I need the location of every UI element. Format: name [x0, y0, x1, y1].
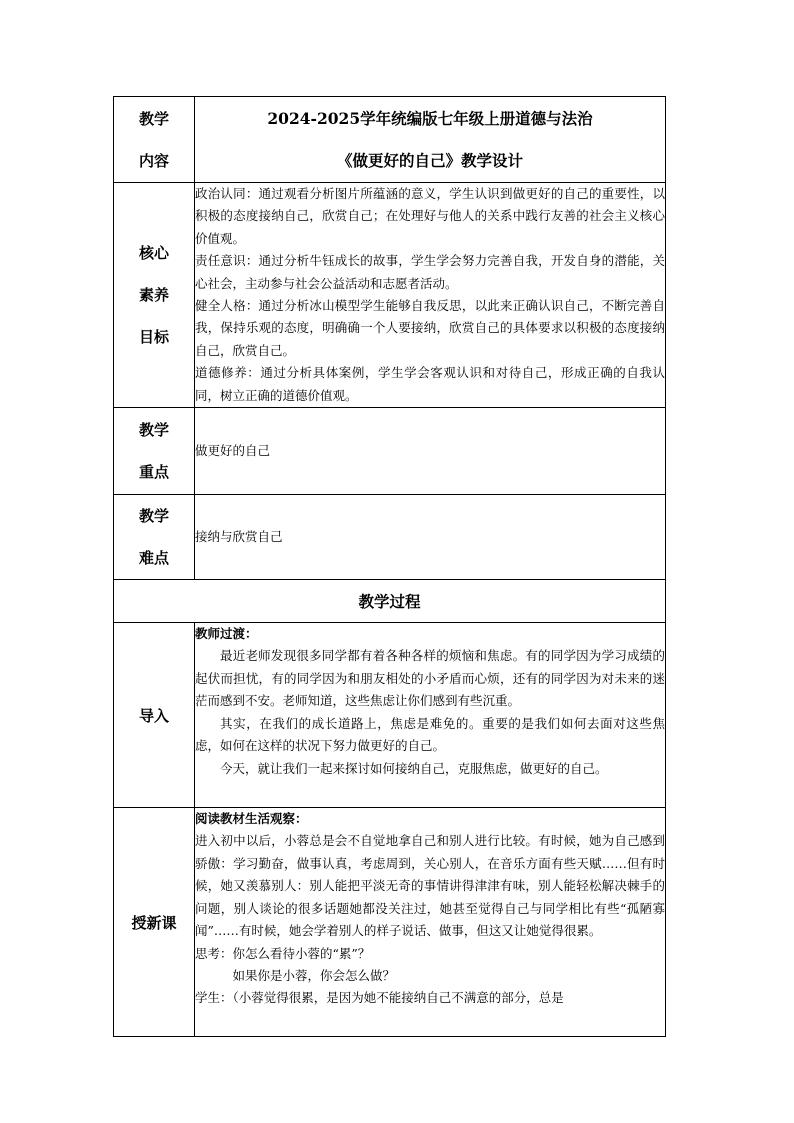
core-label-line2: 素养 — [138, 286, 169, 305]
new-lesson-question-1: 思考：你怎么看待小蓉的“累”？ — [195, 945, 371, 961]
focus-row — [114, 408, 666, 495]
difficulty-content-cell — [195, 495, 666, 580]
focus-text: 做更好的自己 — [195, 442, 271, 458]
title-line1: 2024-2025学年统编版七年级上册道德与法治 — [267, 108, 593, 128]
intro-content-cell — [195, 623, 666, 808]
new-lesson-row — [114, 808, 666, 1037]
new-lesson-student-answer: 学生：（小蓉觉得很累，是因为她不能接纳自己不满意的部分，总是 — [195, 990, 564, 1006]
intro-paragraph-2: 其实，在我们的成长道路上，焦虑是难免的。重要的是我们如何去面对这些焦虑，如何在这样的状况下努力做更好的自己。 — [195, 715, 665, 754]
title-cell — [195, 97, 666, 183]
lesson-plan-table — [113, 96, 666, 1037]
difficulty-label-line2: 难点 — [138, 549, 169, 568]
core-political: 政治认同：通过观看分析图片所蕴涵的意义，学生认识到做更好的自己的重要性，以积极的态度接纳自己，欣赏自己；在处理好与他人的关系中践行友善的社会主义核心价值观。 — [195, 186, 665, 246]
core-personality: 健全人格：通过分析冰山模型学生能够自我反思，以此来正确认识自己，不断完善自我，保持乐观的态度，明确确一个人要接纳，欣赏自己的具体要求以积极的态度接纳自己，欣赏自己。 — [195, 298, 665, 358]
core-content-cell — [195, 183, 666, 408]
focus-label-line1: 教学 — [138, 421, 169, 440]
core-morality: 道德修养：通过分析具体案例，学生学会客观认识和对待自己，形成正确的自我认同，树立正确的道德价值观。 — [195, 365, 665, 403]
title-line2: 《做更好的自己》教学设计 — [336, 150, 523, 170]
new-lesson-paragraph: 进入初中以后，小蓉总是会不自觉地拿自己和别人进行比较。有时候，她为自己感到骄傲：学习勤奋，做事认真，考虑周到，关心别人，在音乐方面有些天赋……但有时候，她又羡慕别人：别人能把平淡无奇的事情讲得津津有味，别人能轻松解决棘手的问题，别人谈论的很多话题她都没关注过，她甚至觉得自己与同学相比有些“孤陋寡闻”……有时候，她会学着别人的样子说话、做事，但这又让她觉得很累。 — [195, 833, 665, 939]
content-label-line1: 教学 — [138, 109, 169, 128]
new-lesson-label: 授新课 — [114, 808, 195, 1037]
content-label-line2: 内容 — [138, 151, 169, 170]
intro-heading: 教师过渡： — [195, 626, 258, 642]
core-label-line3: 目标 — [138, 328, 169, 347]
header-row — [114, 97, 666, 183]
new-lesson-question-2: 如果你是小蓉，你会怎么做？ — [232, 967, 396, 983]
focus-label-line2: 重点 — [138, 463, 169, 482]
content-label-cell — [114, 97, 195, 183]
difficulty-text: 接纳与欣赏自己 — [195, 528, 283, 544]
intro-row — [114, 623, 666, 808]
process-title-row — [114, 580, 666, 623]
difficulty-label-line1: 教学 — [138, 507, 169, 526]
core-literacy-row — [114, 183, 666, 408]
focus-content-cell — [195, 408, 666, 495]
intro-paragraph-3: 今天，就让我们一起来探讨如何接纳自己，克服焦虑，做更好的自己。 — [220, 760, 608, 776]
core-label-cell — [114, 183, 195, 408]
new-lesson-content-cell — [195, 808, 666, 1037]
process-title: 教学过程 — [114, 580, 666, 623]
intro-label: 导入 — [114, 623, 195, 808]
intro-paragraph-1: 最近老师发现很多同学都有着各种各样的烦恼和焦虑。有的同学因为学习成绩的起伏而担忧，有的同学因为和朋友相处的小矛盾而心烦，还有的同学因为对未来的迷茫而感到不安。老师知道，这些焦虑让你们感到有些沉重。 — [195, 648, 665, 709]
focus-label-cell — [114, 408, 195, 495]
difficulty-label-cell — [114, 495, 195, 580]
core-responsibility: 责任意识：通过分析牛钰成长的故事，学生学会努力完善自我，开发自身的潜能，关心社会，主动参与社会公益活动和志愿者活动。 — [195, 253, 665, 291]
new-lesson-heading: 阅读教材生活观察： — [195, 811, 308, 827]
difficulty-row — [114, 495, 666, 580]
core-label-line1: 核心 — [138, 244, 169, 263]
